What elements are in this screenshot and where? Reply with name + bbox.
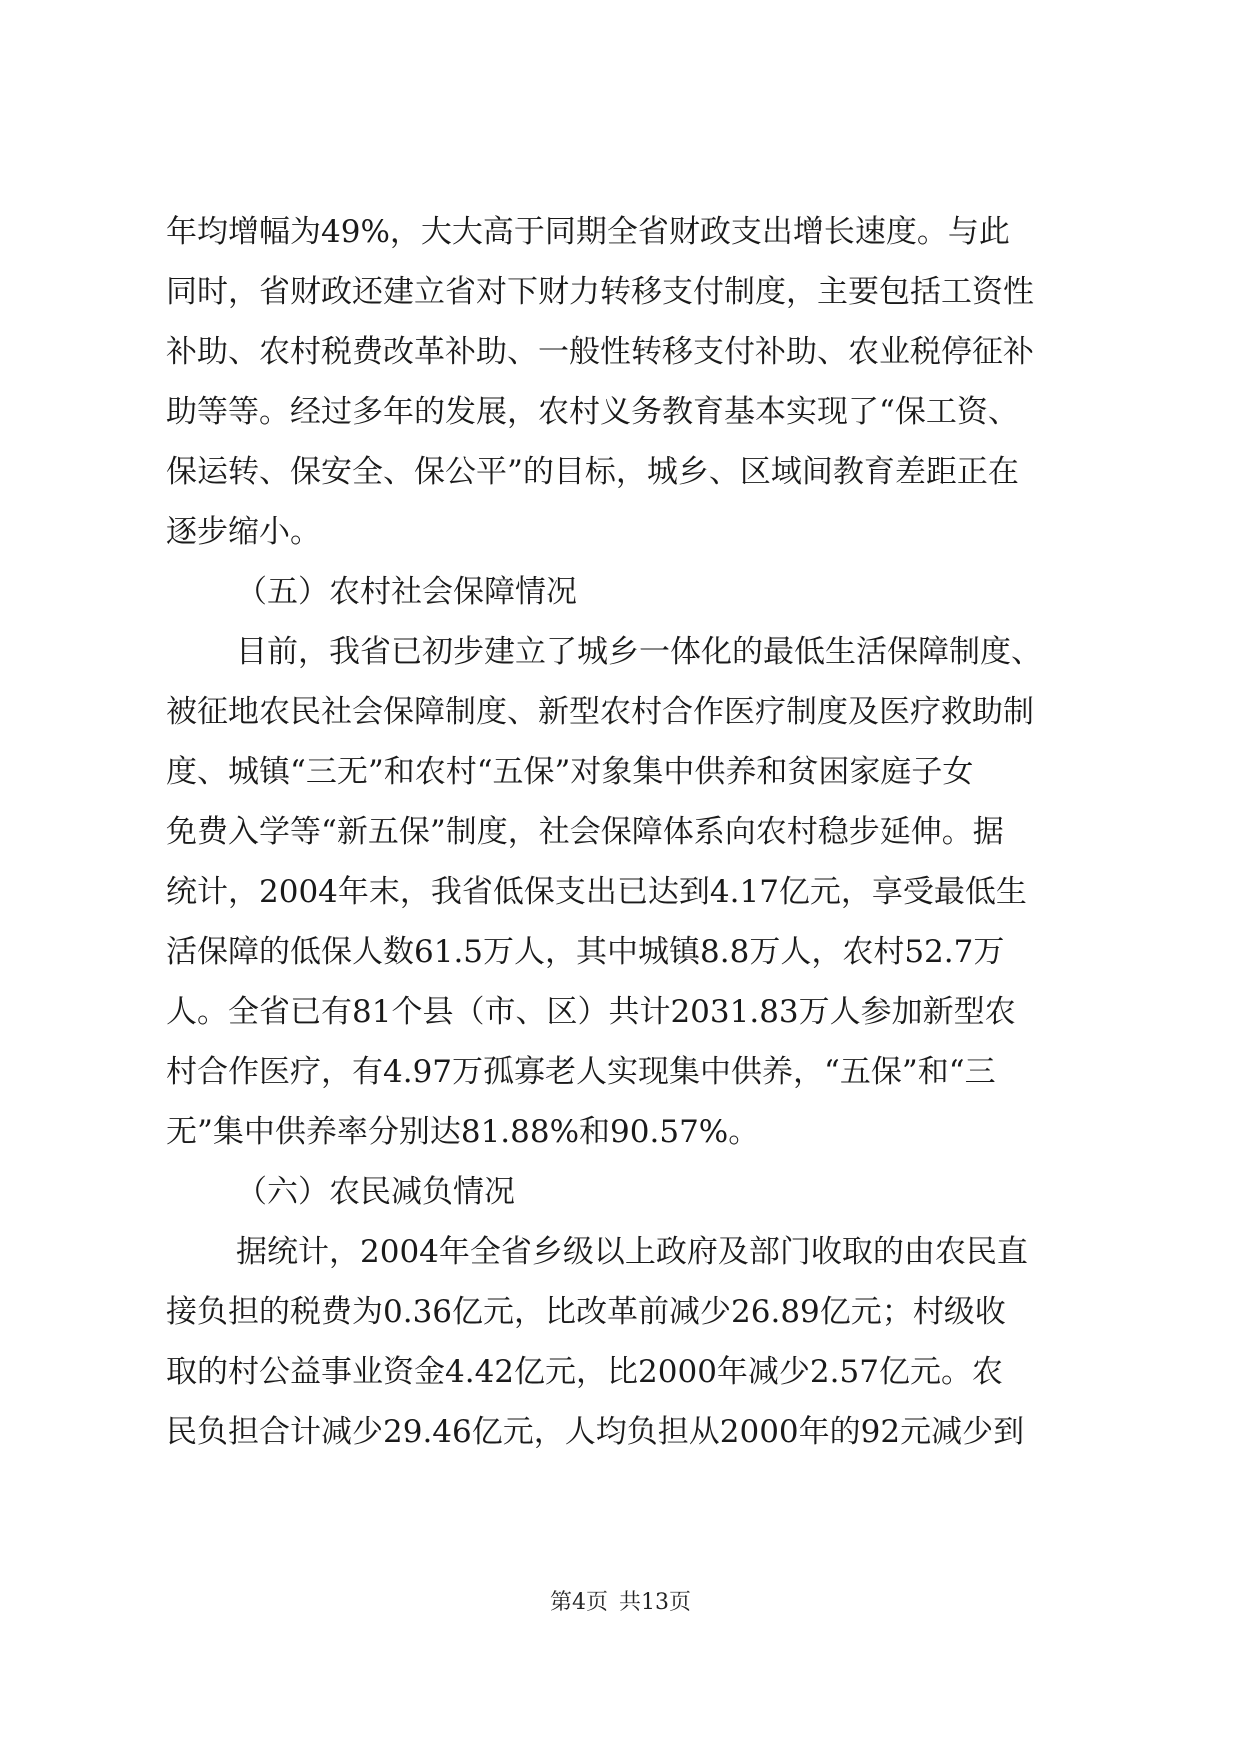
paragraph-line: 民负担合计减少29.46亿元，人均负担从2000年的92元减少到 (166, 1414, 1025, 1450)
paragraph-line: 取的村公益事业资金4.42亿元，比2000年减少2.57亿元。农 (166, 1354, 1003, 1390)
paragraph-line: 免费入学等“新五保”制度，社会保障体系向农村稳步延伸。据 (166, 814, 1004, 850)
paragraph-line: 逐步缩小。 (166, 514, 321, 550)
section-heading-6: （六）农民减负情况 (236, 1174, 515, 1210)
paragraph-line: 据统计，2004年全省乡级以上政府及部门收取的由农民直 (236, 1234, 1028, 1270)
paragraph-line: 补助、农村税费改革补助、一般性转移支付补助、农业税停征补 (166, 334, 1034, 370)
paragraph-line: 无”集中供养率分别达81.88%和90.57%。 (166, 1114, 760, 1150)
page-total: 共13页 (619, 1590, 691, 1615)
paragraph-line: 接负担的税费为0.36亿元，比改革前减少26.89亿元；村级收 (166, 1294, 1006, 1330)
page-number: 第4页 (550, 1590, 608, 1615)
paragraph-line: 人。全省已有81个县（市、区）共计2031.83万人参加新型农 (166, 994, 1016, 1030)
section-heading-5: （五）农村社会保障情况 (236, 574, 577, 610)
paragraph-line: 统计，2004年末，我省低保支出已达到4.17亿元，享受最低生 (166, 874, 1027, 910)
paragraph-line: 被征地农民社会保障制度、新型农村合作医疗制度及医疗救助制 (166, 694, 1034, 730)
paragraph-line: 同时，省财政还建立省对下财力转移支付制度，主要包括工资性 (166, 274, 1034, 310)
paragraph-line: 助等等。经过多年的发展，农村义务教育基本实现了“保工资、 (166, 394, 1019, 430)
paragraph-line: 年均增幅为49%，大大高于同期全省财政支出增长速度。与此 (166, 214, 1010, 250)
page-footer (0, 1588, 1241, 1618)
paragraph-line: 活保障的低保人数61.5万人，其中城镇8.8万人，农村52.7万 (166, 934, 1005, 970)
paragraph-line: 度、城镇“三无”和农村“五保”对象集中供养和贫困家庭子女 (166, 754, 974, 790)
paragraph-line: 村合作医疗，有4.97万孤寡老人实现集中供养，“五保”和“三 (166, 1054, 996, 1090)
paragraph-line: 目前，我省已初步建立了城乡一体化的最低生活保障制度、 (236, 634, 1042, 670)
paragraph-line: 保运转、保安全、保公平”的目标，城乡、区域间教育差距正在 (166, 454, 1019, 490)
